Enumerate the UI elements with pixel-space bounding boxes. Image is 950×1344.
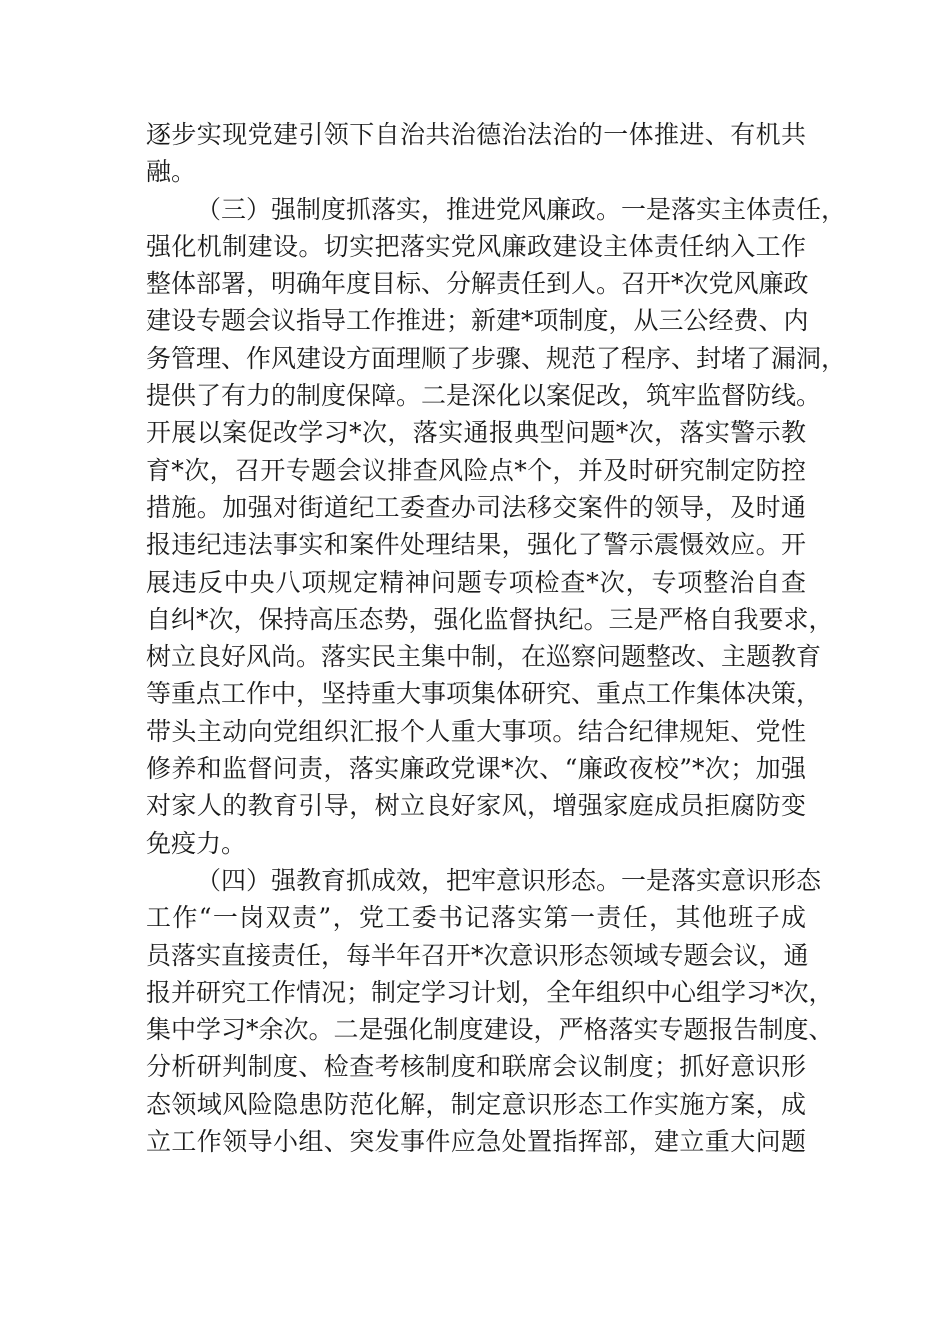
text-line: 立工作领导小组、突发事件应急处置指挥部，建立重大问题	[146, 1127, 806, 1157]
text-line: 免疫力。	[146, 828, 247, 858]
text-line: 育*次，召开专题会议排查风险点*个，并及时研究制定防控	[146, 455, 806, 485]
text-line: 措施。加强对街道纪工委查办司法移交案件的领导，及时通	[146, 492, 806, 522]
text-line: 展违反中央八项规定精神问题专项检查*次，专项整治自查	[146, 567, 806, 597]
section-heading-line: （四）强教育抓成效，把牢意识形态。一是落实意识形态	[196, 865, 822, 895]
body-text	[146, 116, 847, 1160]
section-heading-line: （三）强制度抓落实，推进党风廉政。一是落实主体责任，	[196, 194, 847, 224]
text-line: 建设专题会议指导工作推进；新建*项制度，从三公经费、内	[146, 306, 809, 336]
text-line: 树立良好风尚。落实民主集中制，在巡察问题整改、主题教育	[146, 642, 822, 672]
text-line: 强化机制建设。切实把落实党风廉政建设主体责任纳入工作	[146, 231, 806, 261]
text-line: 对家人的教育引导，树立良好家风，增强家庭成员拒腐防变	[146, 791, 806, 821]
text-line: 修养和监督问责，落实廉政党课*次、“廉政夜校”*次；加强	[146, 754, 806, 784]
text-line: 报并研究工作情况；制定学习计划，全年组织中心组学习*次，	[146, 977, 834, 1007]
text-line: 态领域风险隐患防范化解，制定意识形态工作实施方案，成	[146, 1089, 806, 1119]
text-line: 带头主动向党组织汇报个人重大事项。结合纪律规矩、党性	[146, 716, 806, 746]
text-line: 报违纪违法事实和案件处理结果，强化了警示震慑效应。开	[146, 530, 806, 560]
text-line: 自纠*次，保持高压态势，强化监督执纪。三是严格自我要求，	[146, 604, 834, 634]
text-line: 开展以案促改学习*次，落实通报典型问题*次，落实警示教	[146, 418, 806, 448]
text-line: 工作“一岗双责”，党工委书记落实第一责任，其他班子成	[146, 903, 806, 933]
text-line: 逐步实现党建引领下自治共治德治法治的一体推进、有机共	[146, 120, 806, 149]
text-line: 整体部署，明确年度目标、分解责任到人。召开*次党风廉政	[146, 269, 809, 299]
text-line: 融。	[146, 157, 197, 187]
text-line: 员落实直接责任，每半年召开*次意识形态领域专题会议，通	[146, 940, 809, 970]
text-line: 集中学习*余次。二是强化制度建设，严格落实专题报告制度、	[146, 1015, 834, 1045]
text-line: 等重点工作中，坚持重大事项集体研究、重点工作集体决策，	[146, 679, 822, 709]
text-line: 务管理、作风建设方面理顺了步骤、规范了程序、封堵了漏洞，	[146, 343, 847, 373]
text-line: 分析研判制度、检查考核制度和联席会议制度；抓好意识形	[146, 1052, 806, 1082]
text-line: 提供了有力的制度保障。二是深化以案促改，筑牢监督防线。	[146, 381, 822, 411]
